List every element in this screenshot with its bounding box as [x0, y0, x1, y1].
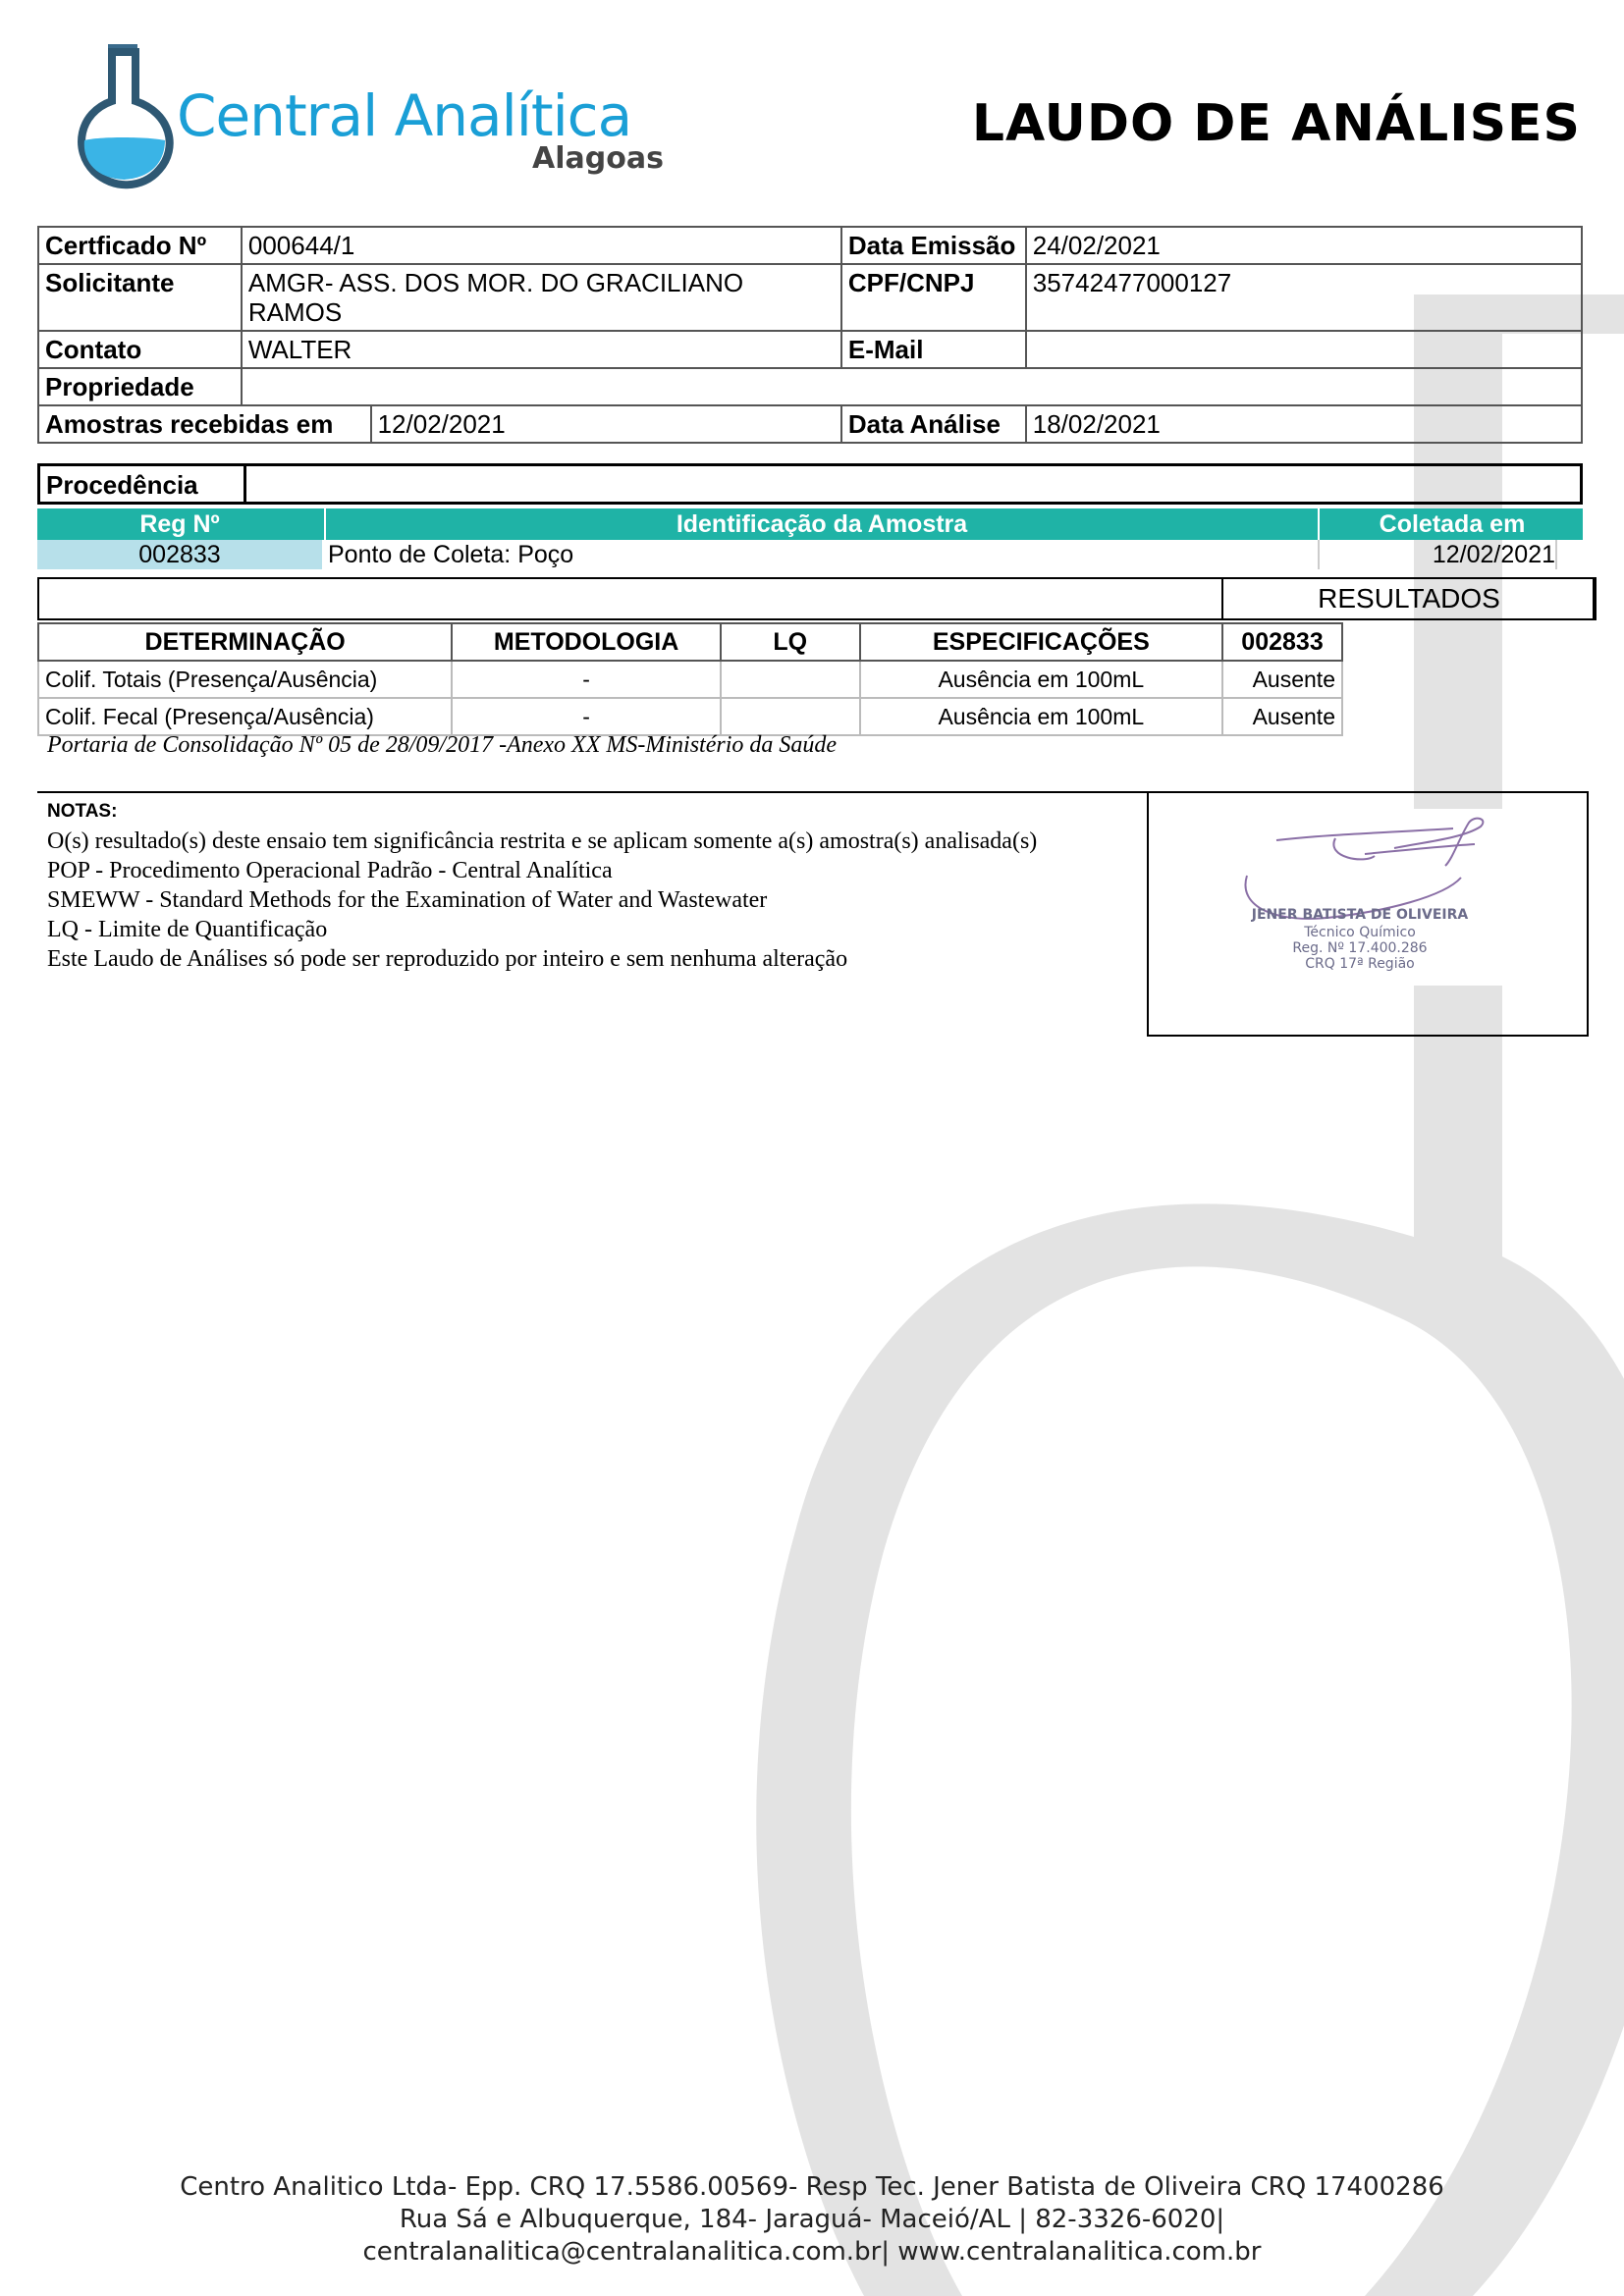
table-row — [38, 698, 1342, 735]
certificado-value: 000644/1 — [242, 227, 841, 264]
info-row-propriedade — [38, 368, 1582, 405]
row-especificacoes: Ausência em 100mL — [860, 661, 1222, 698]
results-bar — [37, 577, 1595, 620]
info-row-contato — [38, 331, 1582, 368]
cpf-label: CPF/CNPJ — [841, 264, 1026, 331]
row-lq — [721, 698, 860, 735]
col-lq-header: LQ — [721, 623, 860, 661]
data-emissao-label: Data Emissão — [841, 227, 1026, 264]
col-sample-header: 002833 — [1222, 623, 1342, 661]
list-item: LQ - Limite de Quantificação — [47, 917, 328, 942]
col-ident-header: Identificação da Amostra — [324, 508, 1318, 540]
col-coletada-header: Coletada em — [1318, 508, 1585, 540]
data-emissao-value: 24/02/2021 — [1026, 227, 1582, 264]
sample-reg: 002833 — [37, 540, 322, 569]
info-row-certificado — [38, 227, 1582, 264]
email-label: E-Mail — [841, 331, 1026, 368]
brand-subtitle: Alagoas — [532, 141, 664, 176]
signature-role: Técnico Químico — [1304, 925, 1416, 940]
propriedade-value — [242, 368, 1582, 405]
row-resultado: Ausente — [1222, 698, 1342, 735]
contato-label: Contato — [38, 331, 242, 368]
procedencia-box — [37, 463, 1583, 505]
contato-value: WALTER — [242, 331, 841, 368]
signature-stamp — [1218, 809, 1502, 986]
signature-reg: Reg. Nº 17.400.286 — [1292, 940, 1428, 956]
footer-company: Centro Analitico Ltda- Epp. CRQ 17.5586.00569- Resp Tec. Jener Batista de Oliveira CRQ 17400286 — [180, 2172, 1444, 2202]
sample-ident: Ponto de Coleta: Poço — [328, 541, 574, 568]
flask-logo-icon — [69, 42, 177, 189]
col-determinacao-header: DETERMINAÇÃO — [38, 623, 452, 661]
data-analise-label: Data Análise — [841, 405, 1026, 443]
solicitante-value: AMGR- ASS. DOS MOR. DO GRACILIANO RAMOS — [242, 264, 841, 331]
notes-title: NOTAS: — [47, 801, 118, 822]
row-determinacao: Colif. Totais (Presença/Ausência) — [38, 661, 452, 698]
footer-contact: centralanalitica@centralanalitica.com.br| www.centralanalitica.com.br — [362, 2237, 1262, 2267]
info-row-solicitante — [38, 264, 1582, 331]
list-item: O(s) resultado(s) deste ensaio tem significância restrita e se aplicam somente a(s) amostra(s) analisada(s) — [47, 828, 1038, 854]
brand-name: Central Analítica — [177, 82, 632, 149]
propriedade-label: Propriedade — [38, 368, 242, 405]
footer-address: Rua Sá e Albuquerque, 184- Jaraguá- Maceió/AL | 82-3326-6020| — [399, 2205, 1225, 2234]
procedencia-label: Procedência — [40, 466, 246, 502]
solicitante-label: Solicitante — [38, 264, 242, 331]
data-analise-value: 18/02/2021 — [1026, 405, 1582, 443]
table-row — [38, 661, 1342, 698]
footer — [0, 2171, 1624, 2269]
brand-logo — [69, 37, 664, 194]
results-label: RESULTADOS — [1221, 577, 1597, 620]
sample-row — [37, 540, 1583, 571]
notes-list — [47, 827, 1037, 974]
info-row-amostras — [38, 405, 1582, 443]
row-metodologia: - — [452, 661, 721, 698]
signature-crq: CRQ 17ª Região — [1305, 956, 1415, 972]
certificado-label: Certficado Nº — [38, 227, 242, 264]
row-lq — [721, 661, 860, 698]
col-metodologia-header: METODOLOGIA — [452, 623, 721, 661]
row-especificacoes: Ausência em 100mL — [860, 698, 1222, 735]
list-item: POP - Procedimento Operacional Padrão - Central Analítica — [47, 858, 613, 883]
cpf-value: 35742477000127 — [1026, 264, 1582, 331]
document-title: LAUDO DE ANÁLISES — [971, 94, 1581, 153]
email-value — [1026, 331, 1582, 368]
list-item: SMEWW - Standard Methods for the Examination of Water and Wastewater — [47, 887, 768, 913]
results-table — [37, 622, 1343, 736]
signature-name: JENER BATISTA DE OLIVEIRA — [1251, 907, 1469, 923]
results-header-row — [38, 623, 1342, 661]
portaria-note: Portaria de Consolidação Nº 05 de 28/09/2017 -Anexo XX MS-Ministério da Saúde — [47, 732, 838, 758]
sample-coletada: 12/02/2021 — [1318, 540, 1557, 569]
amostras-label: Amostras recebidas em — [38, 405, 371, 443]
col-especificacoes-header: ESPECIFICAÇÕES — [860, 623, 1222, 661]
col-reg-header: Reg Nº — [139, 510, 220, 538]
list-item: Este Laudo de Análises só pode ser reproduzido por inteiro e sem nenhuma alteração — [47, 946, 848, 972]
sample-header — [37, 508, 1583, 540]
row-determinacao: Colif. Fecal (Presença/Ausência) — [38, 698, 452, 735]
info-table — [37, 226, 1583, 444]
row-metodologia: - — [452, 698, 721, 735]
amostras-value: 12/02/2021 — [371, 405, 841, 443]
row-resultado: Ausente — [1222, 661, 1342, 698]
